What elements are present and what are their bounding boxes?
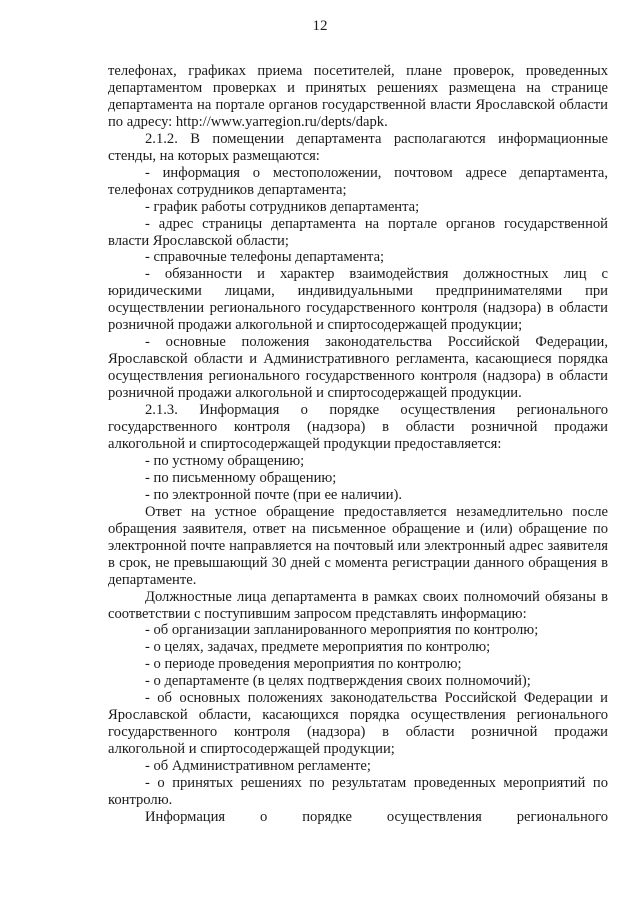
list-item-goals: - о целях, задачах, предмете мероприятия по контролю; <box>145 639 491 656</box>
list-item-department: - о департаменте (в целях подтверждения своих полномочий); <box>145 673 531 690</box>
paragraph-officials-duties: Должностные лица департамента в рамках своих полномочий обязаны в соответствии с поступившим запросом представлять информацию: <box>108 588 608 622</box>
paragraph-continuation: телефонах, графиках приема посетителей, плане проверок, проведенных департаментом проверках и принятых решениях размещена на странице департамента на портале органов государственной власти Ярославской области по адресу: http://www.yarregion.ru/depts/dapk. <box>108 63 608 130</box>
paragraph-2-1-2: 2.1.2. В помещении департамента располагаются информационные стенды, на которых размещаются: <box>108 130 608 164</box>
list-item-legislation: - основные положения законодательства Российской Федерации, Ярославской области и Административного регламента, касающиеся порядка осуществления регионального государственного контроля (надзора) в области розничной продажи алкогольной и спиртосодержащей продукции. <box>108 334 608 402</box>
list-item-legislation-provisions: - об основных положениях законодательства Российской Федерации и Ярославской области, касающихся порядка осуществления регионального государственного контроля (надзора) в области розничной продажи алкогольной и спиртосодержащей продукции; <box>108 690 608 758</box>
paragraph-response-terms: Ответ на устное обращение предоставляется незамедлительно после обращения заявителя, ответ на письменное обращение и (или) обращение по электронной почте направляется на почтовый или электронный адрес заявителя в срок, не превышающий 30 дней с момента регистрации данного обращения в департаменте. <box>108 503 608 588</box>
list-item-duties: - обязанности и характер взаимодействия должностных лиц с юридическими лицами, индивидуальными предпринимателями при осуществлении регионального государственного контроля (надзора) в области розничной продажи алкогольной и спиртосодержащей продукции; <box>108 266 608 334</box>
list-item-written-request: - по письменному обращению; <box>145 469 337 486</box>
list-item-regulation: - об Административном регламенте; <box>145 758 371 775</box>
page-number: 12 <box>312 18 328 34</box>
list-item-reference-phones: - справочные телефоны департамента; <box>145 249 385 266</box>
list-item-oral-request: - по устному обращению; <box>145 452 305 469</box>
list-item-location-info: - информация о местоположении, почтовом адресе департамента, телефонах сотрудников департамента; <box>108 164 608 198</box>
list-item-planned-event: - об организации запланированного мероприятия по контролю; <box>145 622 539 639</box>
list-item-portal-address: - адрес страницы департамента на портале органов государственной власти Ярославской области; <box>108 215 608 249</box>
document-body <box>108 63 608 826</box>
paragraph-trailing: Информация о порядке осуществления регионального <box>145 808 608 825</box>
list-item-email-request: - по электронной почте (при ее наличии). <box>145 486 403 503</box>
list-item-work-schedule: - график работы сотрудников департамента; <box>145 198 420 215</box>
list-item-decisions: - о принятых решениях по результатам проведенных мероприятий по контролю. <box>108 775 608 808</box>
paragraph-2-1-3: 2.1.3. Информация о порядке осуществления регионального государственного контроля (надзора) в области розничной продажи алкогольной и спиртосодержащей продукции предоставляется: <box>108 402 608 452</box>
list-item-period: - о периоде проведения мероприятия по контролю; <box>145 656 462 673</box>
